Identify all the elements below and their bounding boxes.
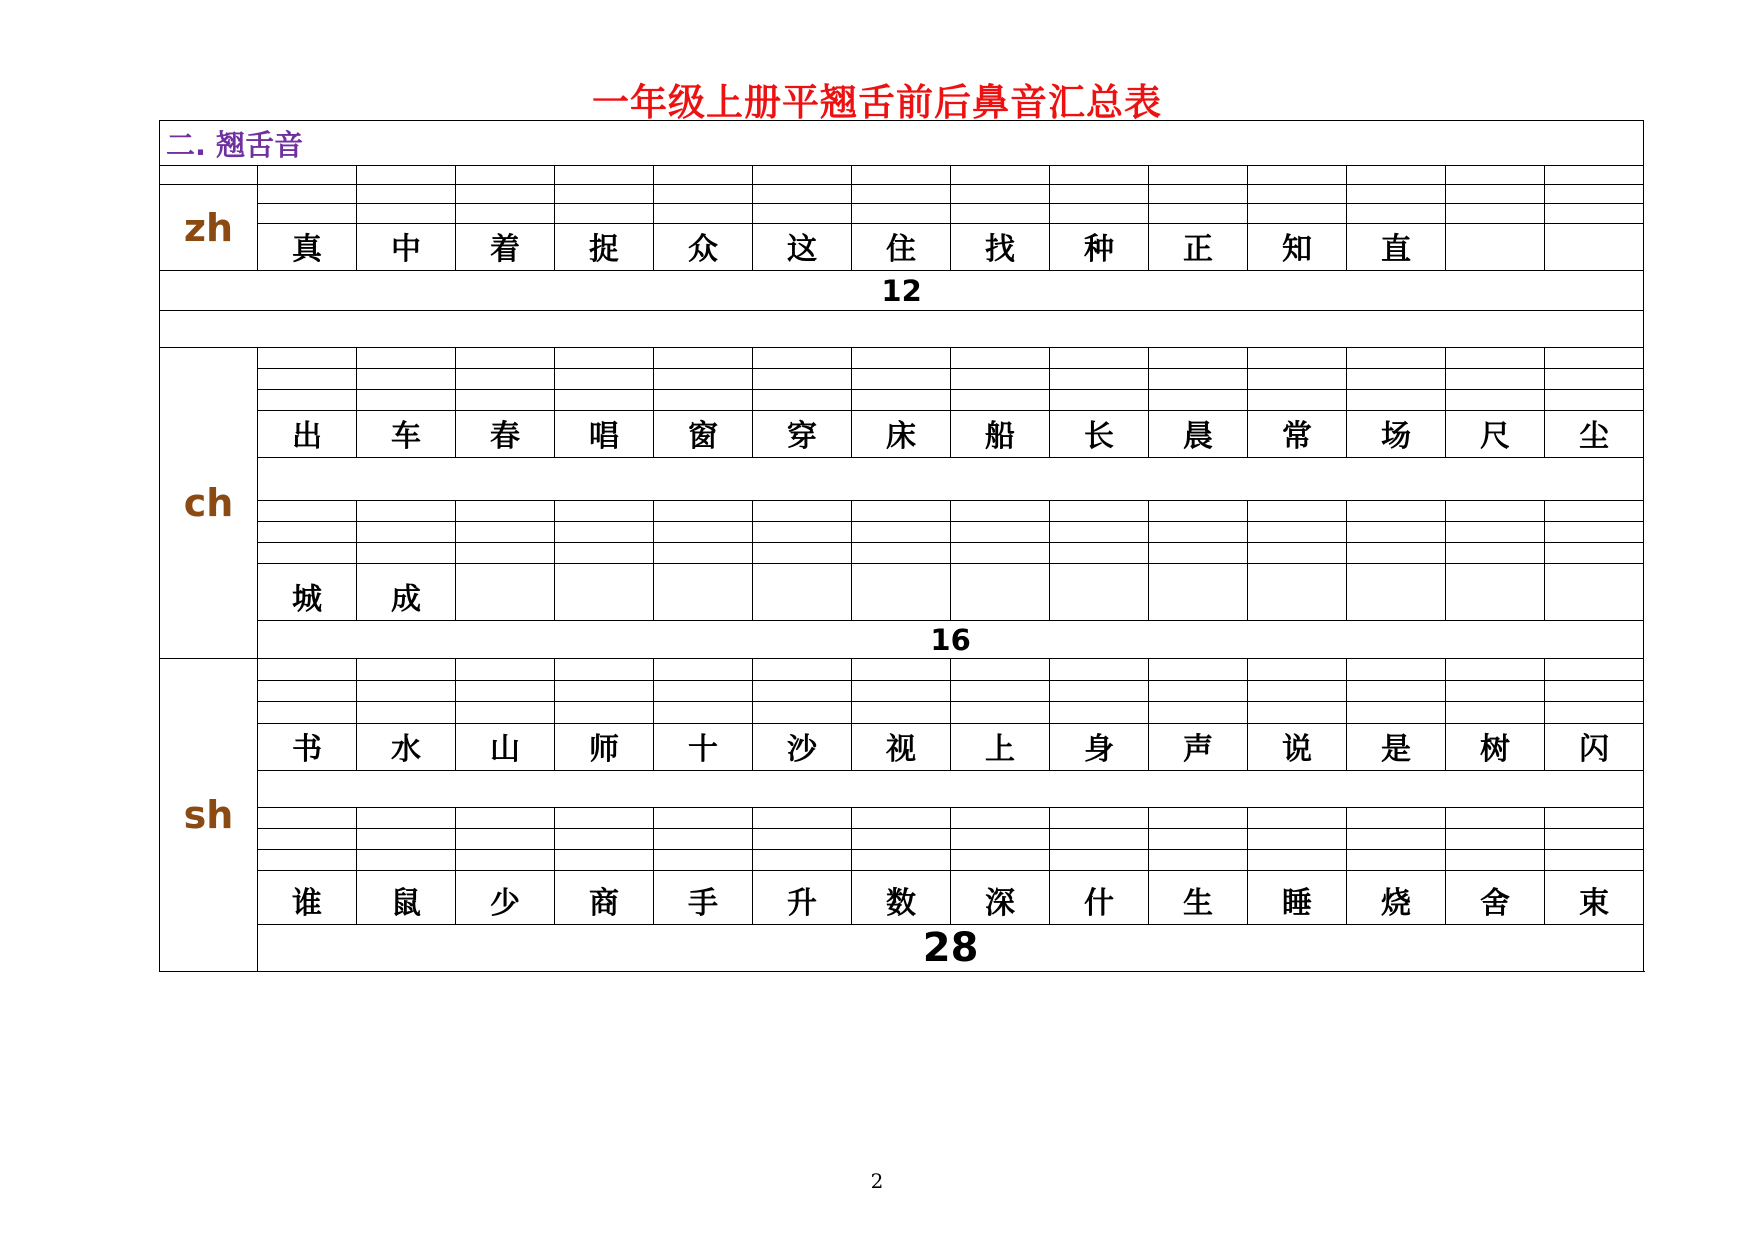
character-cell: 真 <box>258 224 357 271</box>
pinyin-writing-cell <box>951 185 1050 204</box>
pinyin-writing-cell <box>852 166 951 185</box>
pinyin-writing-cell <box>852 348 951 369</box>
pinyin-writing-cell <box>654 204 753 224</box>
character-cell: 找 <box>951 224 1050 271</box>
character-cell <box>654 564 753 621</box>
pinyin-writing-cell <box>1545 522 1644 543</box>
pinyin-writing-cell <box>1545 702 1644 724</box>
pinyin-writing-cell <box>1248 185 1347 204</box>
character-cell: 声 <box>1149 724 1248 771</box>
pinyin-writing-cell <box>1545 501 1644 522</box>
pinyin-writing-cell <box>258 501 357 522</box>
pinyin-writing-cell <box>753 808 852 829</box>
pinyin-writing-cell <box>753 702 852 724</box>
pinyin-writing-cell <box>1446 501 1545 522</box>
character-cell: 上 <box>951 724 1050 771</box>
pinyin-writing-cell <box>1545 185 1644 204</box>
initial-label-ch: ch <box>160 348 258 659</box>
character-cell: 升 <box>753 871 852 925</box>
pinyin-writing-cell <box>1248 808 1347 829</box>
pinyin-writing-cell <box>1347 204 1446 224</box>
initial-label-sh: sh <box>160 659 258 972</box>
pinyin-writing-cell <box>555 808 654 829</box>
character-cell: 船 <box>951 411 1050 458</box>
character-cell: 商 <box>555 871 654 925</box>
pinyin-writing-cell <box>1347 659 1446 681</box>
character-cell: 是 <box>1347 724 1446 771</box>
pinyin-writing-cell <box>258 543 357 564</box>
pinyin-writing-cell <box>654 501 753 522</box>
character-cell: 水 <box>357 724 456 771</box>
pinyin-writing-cell <box>1446 369 1545 390</box>
pinyin-writing-cell <box>1347 348 1446 369</box>
character-cell <box>1248 564 1347 621</box>
character-cell: 鼠 <box>357 871 456 925</box>
pinyin-writing-cell <box>852 369 951 390</box>
pinyin-writing-cell <box>357 659 456 681</box>
pinyin-writing-cell <box>1149 829 1248 850</box>
pinyin-writing-cell <box>654 681 753 702</box>
pinyin-writing-cell <box>1050 522 1149 543</box>
character-cell: 众 <box>654 224 753 271</box>
spacer-row <box>258 771 1644 808</box>
character-cell: 视 <box>852 724 951 771</box>
character-cell: 捉 <box>555 224 654 271</box>
pinyin-writing-cell <box>654 348 753 369</box>
pinyin-writing-cell <box>1248 829 1347 850</box>
pinyin-writing-cell <box>753 501 852 522</box>
character-cell: 山 <box>456 724 555 771</box>
character-cell: 春 <box>456 411 555 458</box>
pinyin-writing-cell <box>1347 501 1446 522</box>
character-cell: 生 <box>1149 871 1248 925</box>
pinyin-writing-cell <box>1347 166 1446 185</box>
pinyin-writing-cell <box>1149 522 1248 543</box>
pinyin-writing-cell <box>1347 681 1446 702</box>
character-cell: 长 <box>1050 411 1149 458</box>
character-cell: 着 <box>456 224 555 271</box>
pinyin-writing-cell <box>852 543 951 564</box>
pinyin-writing-cell <box>1446 659 1545 681</box>
character-cell: 什 <box>1050 871 1149 925</box>
pinyin-writing-cell <box>951 681 1050 702</box>
character-cell: 手 <box>654 871 753 925</box>
character-cell: 中 <box>357 224 456 271</box>
pinyin-writing-cell <box>357 522 456 543</box>
pinyin-writing-cell <box>258 850 357 871</box>
pinyin-writing-cell <box>1248 204 1347 224</box>
pinyin-writing-cell <box>1149 369 1248 390</box>
pinyin-writing-cell <box>852 204 951 224</box>
pinyin-writing-cell <box>654 166 753 185</box>
pinyin-writing-cell <box>1446 390 1545 411</box>
pinyin-writing-cell <box>1446 681 1545 702</box>
pinyin-writing-cell <box>1248 390 1347 411</box>
blank-cell <box>160 166 258 185</box>
pinyin-writing-cell <box>456 829 555 850</box>
pinyin-writing-cell <box>753 659 852 681</box>
pinyin-writing-cell <box>1545 681 1644 702</box>
pinyin-writing-cell <box>258 390 357 411</box>
pinyin-writing-cell <box>951 543 1050 564</box>
pinyin-writing-cell <box>852 702 951 724</box>
pinyin-writing-cell <box>951 850 1050 871</box>
pinyin-writing-cell <box>456 850 555 871</box>
pinyin-writing-cell <box>852 808 951 829</box>
pinyin-writing-cell <box>753 204 852 224</box>
pinyin-writing-cell <box>1149 501 1248 522</box>
pinyin-writing-cell <box>1545 166 1644 185</box>
pinyin-writing-cell <box>1248 543 1347 564</box>
pinyin-writing-cell <box>357 702 456 724</box>
pinyin-writing-cell <box>753 850 852 871</box>
pinyin-writing-cell <box>1347 185 1446 204</box>
pinyin-writing-cell <box>1248 369 1347 390</box>
pinyin-writing-cell <box>258 369 357 390</box>
pinyin-writing-cell <box>654 543 753 564</box>
character-cell <box>1446 224 1545 271</box>
character-cell: 少 <box>456 871 555 925</box>
pinyin-writing-cell <box>1545 829 1644 850</box>
pinyin-writing-cell <box>555 369 654 390</box>
pinyin-writing-cell <box>852 185 951 204</box>
pinyin-writing-cell <box>456 659 555 681</box>
character-cell: 沙 <box>753 724 852 771</box>
character-cell: 尘 <box>1545 411 1644 458</box>
pinyin-writing-cell <box>258 204 357 224</box>
pinyin-writing-cell <box>1347 702 1446 724</box>
pinyin-writing-cell <box>555 348 654 369</box>
pinyin-writing-cell <box>654 808 753 829</box>
spacer-row <box>258 458 1644 501</box>
character-cell <box>1347 564 1446 621</box>
pinyin-writing-cell <box>456 808 555 829</box>
character-cell: 窗 <box>654 411 753 458</box>
pinyin-writing-cell <box>1050 501 1149 522</box>
pinyin-writing-cell <box>258 681 357 702</box>
character-cell: 知 <box>1248 224 1347 271</box>
character-cell: 数 <box>852 871 951 925</box>
count-ch: 16 <box>258 621 1644 659</box>
pinyin-writing-cell <box>456 522 555 543</box>
pinyin-writing-cell <box>1050 808 1149 829</box>
pinyin-writing-cell <box>357 185 456 204</box>
pinyin-writing-cell <box>753 543 852 564</box>
character-cell: 直 <box>1347 224 1446 271</box>
character-cell: 正 <box>1149 224 1248 271</box>
pinyin-writing-cell <box>852 659 951 681</box>
character-cell: 出 <box>258 411 357 458</box>
pinyin-writing-cell <box>951 166 1050 185</box>
character-cell <box>1446 564 1545 621</box>
pinyin-writing-cell <box>357 204 456 224</box>
pinyin-writing-cell <box>1050 659 1149 681</box>
pinyin-writing-cell <box>1545 390 1644 411</box>
pinyin-writing-cell <box>1446 522 1545 543</box>
pinyin-writing-cell <box>1050 390 1149 411</box>
pinyin-writing-cell <box>357 166 456 185</box>
pinyin-writing-cell <box>1149 185 1248 204</box>
pinyin-writing-cell <box>654 369 753 390</box>
pinyin-writing-cell <box>555 543 654 564</box>
pinyin-writing-cell <box>357 808 456 829</box>
pinyin-writing-cell <box>1545 659 1644 681</box>
pinyin-writing-cell <box>1149 659 1248 681</box>
pinyin-writing-cell <box>1446 702 1545 724</box>
pinyin-writing-cell <box>1545 808 1644 829</box>
character-cell: 种 <box>1050 224 1149 271</box>
pinyin-writing-cell <box>1050 204 1149 224</box>
pinyin-writing-cell <box>258 166 357 185</box>
pinyin-writing-cell <box>1248 348 1347 369</box>
pinyin-writing-cell <box>357 348 456 369</box>
character-cell: 睡 <box>1248 871 1347 925</box>
pinyin-writing-cell <box>357 543 456 564</box>
pinyin-writing-cell <box>357 369 456 390</box>
character-cell: 烧 <box>1347 871 1446 925</box>
character-cell <box>555 564 654 621</box>
character-cell <box>1050 564 1149 621</box>
pinyin-writing-cell <box>555 659 654 681</box>
character-cell <box>456 564 555 621</box>
pinyin-writing-cell <box>753 681 852 702</box>
pinyin-writing-cell <box>951 348 1050 369</box>
pinyin-writing-cell <box>456 185 555 204</box>
pinyin-writing-cell <box>555 501 654 522</box>
pinyin-writing-cell <box>951 808 1050 829</box>
pinyin-writing-cell <box>852 829 951 850</box>
character-cell: 深 <box>951 871 1050 925</box>
count-zh: 12 <box>160 271 1644 311</box>
pinyin-writing-cell <box>1446 348 1545 369</box>
pinyin-writing-cell <box>1149 390 1248 411</box>
pinyin-writing-cell <box>654 702 753 724</box>
pinyin-writing-cell <box>555 850 654 871</box>
character-cell: 师 <box>555 724 654 771</box>
pinyin-writing-cell <box>1149 204 1248 224</box>
character-cell: 住 <box>852 224 951 271</box>
pinyin-writing-cell <box>852 850 951 871</box>
character-cell: 常 <box>1248 411 1347 458</box>
pinyin-writing-cell <box>1248 166 1347 185</box>
pinyin-writing-cell <box>1050 185 1149 204</box>
pinyin-writing-cell <box>555 390 654 411</box>
pinyin-writing-cell <box>753 829 852 850</box>
pinyin-writing-cell <box>1149 681 1248 702</box>
pinyin-writing-cell <box>753 522 852 543</box>
character-cell: 穿 <box>753 411 852 458</box>
pinyin-writing-cell <box>1347 850 1446 871</box>
pinyin-writing-cell <box>1347 829 1446 850</box>
pinyin-writing-cell <box>555 204 654 224</box>
pinyin-writing-cell <box>456 348 555 369</box>
count-sh: 28 <box>258 925 1644 972</box>
pinyin-writing-cell <box>753 390 852 411</box>
pinyin-writing-cell <box>1347 808 1446 829</box>
pinyin-writing-cell <box>357 829 456 850</box>
character-cell: 书 <box>258 724 357 771</box>
pinyin-writing-cell <box>654 390 753 411</box>
pinyin-writing-cell <box>1050 702 1149 724</box>
character-cell: 树 <box>1446 724 1545 771</box>
pinyin-writing-cell <box>555 681 654 702</box>
character-cell: 唱 <box>555 411 654 458</box>
character-cell: 车 <box>357 411 456 458</box>
pinyin-writing-cell <box>258 659 357 681</box>
pinyin-writing-cell <box>555 166 654 185</box>
character-cell: 成 <box>357 564 456 621</box>
pinyin-writing-cell <box>852 681 951 702</box>
pinyin-writing-cell <box>753 166 852 185</box>
pinyin-writing-cell <box>1050 348 1149 369</box>
pinyin-writing-cell <box>1446 829 1545 850</box>
pinyin-writing-cell <box>1248 501 1347 522</box>
pinyin-writing-cell <box>1446 808 1545 829</box>
pinyin-writing-cell <box>951 501 1050 522</box>
pinyin-writing-cell <box>1545 348 1644 369</box>
pinyin-writing-cell <box>852 522 951 543</box>
pinyin-writing-cell <box>258 348 357 369</box>
pinyin-writing-cell <box>1149 808 1248 829</box>
pinyin-writing-cell <box>1149 166 1248 185</box>
pinyin-writing-cell <box>753 185 852 204</box>
pinyin-writing-cell <box>1545 204 1644 224</box>
pinyin-writing-cell <box>1248 659 1347 681</box>
character-cell: 身 <box>1050 724 1149 771</box>
pinyin-writing-cell <box>1347 390 1446 411</box>
pinyin-writing-cell <box>753 348 852 369</box>
character-cell: 场 <box>1347 411 1446 458</box>
pinyin-writing-cell <box>951 659 1050 681</box>
pinyin-writing-cell <box>951 829 1050 850</box>
character-cell <box>852 564 951 621</box>
pinyin-writing-cell <box>1149 702 1248 724</box>
pinyin-writing-cell <box>753 369 852 390</box>
pinyin-writing-cell <box>1248 681 1347 702</box>
pinyin-writing-cell <box>258 522 357 543</box>
pinyin-writing-cell <box>1050 166 1149 185</box>
pinyin-writing-cell <box>654 522 753 543</box>
section-heading: 二. 翘舌音 <box>160 121 1644 166</box>
character-cell <box>1545 224 1644 271</box>
pinyin-writing-cell <box>1149 543 1248 564</box>
pinyin-writing-cell <box>456 204 555 224</box>
pinyin-writing-cell <box>951 204 1050 224</box>
pinyin-writing-cell <box>1446 543 1545 564</box>
pinyin-writing-cell <box>1050 850 1149 871</box>
character-cell: 束 <box>1545 871 1644 925</box>
character-cell: 晨 <box>1149 411 1248 458</box>
pinyin-writing-cell <box>654 185 753 204</box>
character-cell: 这 <box>753 224 852 271</box>
pinyin-writing-cell <box>357 850 456 871</box>
character-cell <box>1545 564 1644 621</box>
character-cell <box>951 564 1050 621</box>
pinyin-writing-cell <box>456 681 555 702</box>
pinyin-writing-cell <box>1446 850 1545 871</box>
pinyin-writing-cell <box>852 390 951 411</box>
pinyin-writing-cell <box>456 543 555 564</box>
pinyin-writing-cell <box>951 522 1050 543</box>
character-cell: 十 <box>654 724 753 771</box>
pinyin-writing-cell <box>654 850 753 871</box>
pinyin-writing-cell <box>1545 850 1644 871</box>
initial-label-zh: zh <box>160 185 258 271</box>
character-cell: 闪 <box>1545 724 1644 771</box>
character-cell: 舍 <box>1446 871 1545 925</box>
pinyin-writing-cell <box>1347 369 1446 390</box>
pinyin-writing-cell <box>456 390 555 411</box>
pinyin-writing-cell <box>1050 369 1149 390</box>
character-cell: 床 <box>852 411 951 458</box>
pinyin-writing-cell <box>456 369 555 390</box>
page-number: 2 <box>870 1169 884 1193</box>
pinyin-writing-cell <box>852 501 951 522</box>
pinyin-writing-cell <box>1248 850 1347 871</box>
pinyin-writing-cell <box>555 522 654 543</box>
pinyin-writing-cell <box>1050 543 1149 564</box>
pinyin-writing-cell <box>1050 681 1149 702</box>
pinyin-writing-cell <box>555 185 654 204</box>
retroflex-summary-table <box>159 120 1644 972</box>
pinyin-writing-cell <box>1248 702 1347 724</box>
pinyin-writing-cell <box>258 702 357 724</box>
pinyin-writing-cell <box>654 829 753 850</box>
pinyin-writing-cell <box>1050 829 1149 850</box>
spacer-row <box>160 311 1644 348</box>
character-cell <box>1149 564 1248 621</box>
pinyin-writing-cell <box>1149 850 1248 871</box>
pinyin-writing-cell <box>1248 522 1347 543</box>
pinyin-writing-cell <box>258 185 357 204</box>
pinyin-writing-cell <box>1446 185 1545 204</box>
pinyin-writing-cell <box>258 829 357 850</box>
pinyin-writing-cell <box>1347 543 1446 564</box>
pinyin-writing-cell <box>1149 348 1248 369</box>
character-cell: 城 <box>258 564 357 621</box>
pinyin-writing-cell <box>555 829 654 850</box>
pinyin-writing-cell <box>1347 522 1446 543</box>
pinyin-writing-cell <box>1545 369 1644 390</box>
pinyin-writing-cell <box>951 369 1050 390</box>
character-cell: 谁 <box>258 871 357 925</box>
character-cell: 尺 <box>1446 411 1545 458</box>
pinyin-writing-cell <box>1545 543 1644 564</box>
page-title: 一年级上册平翘舌前后鼻音汇总表 <box>592 81 1162 124</box>
pinyin-writing-cell <box>1446 166 1545 185</box>
pinyin-writing-cell <box>951 702 1050 724</box>
pinyin-writing-cell <box>456 702 555 724</box>
pinyin-writing-cell <box>357 681 456 702</box>
pinyin-writing-cell <box>555 702 654 724</box>
pinyin-writing-cell <box>456 501 555 522</box>
pinyin-writing-cell <box>1446 204 1545 224</box>
pinyin-writing-cell <box>456 166 555 185</box>
character-cell: 说 <box>1248 724 1347 771</box>
pinyin-writing-cell <box>951 390 1050 411</box>
pinyin-writing-cell <box>258 808 357 829</box>
character-cell <box>753 564 852 621</box>
pinyin-writing-cell <box>357 390 456 411</box>
pinyin-writing-cell <box>654 659 753 681</box>
pinyin-writing-cell <box>357 501 456 522</box>
